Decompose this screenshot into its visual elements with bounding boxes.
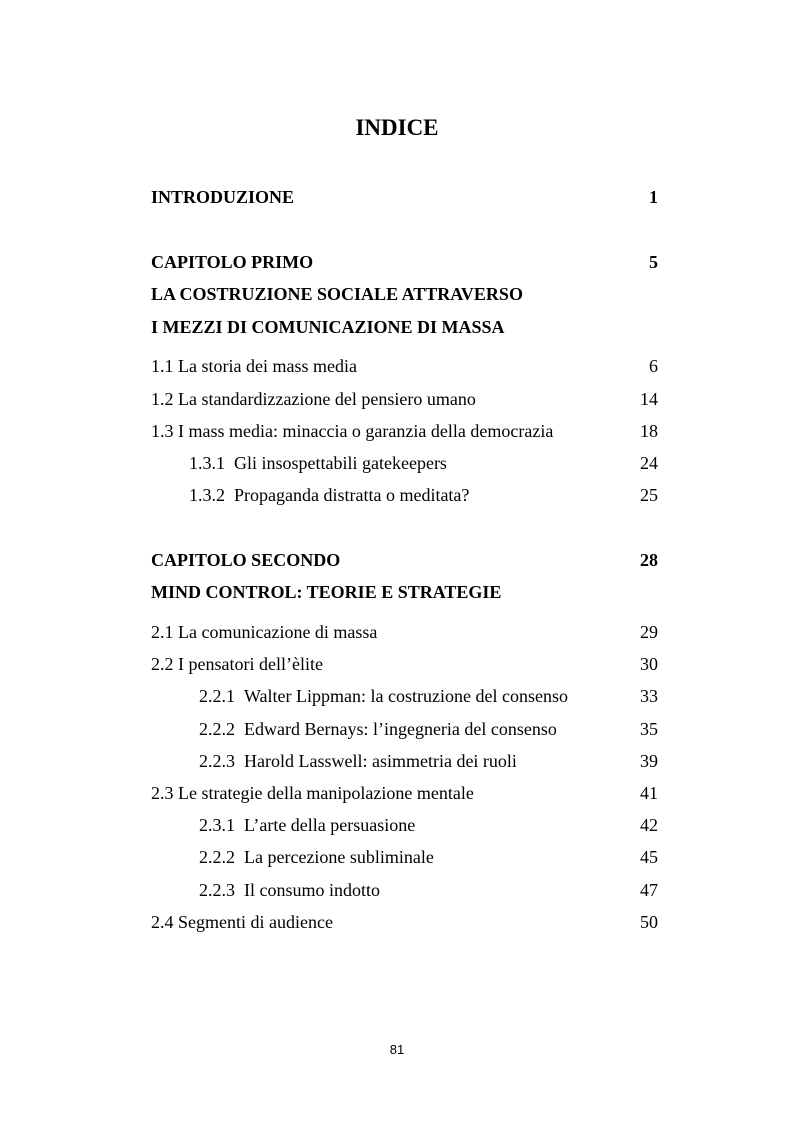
toc-entry-page: 45 bbox=[640, 847, 658, 867]
toc-entry-label: Propaganda distratta o meditata? bbox=[234, 485, 470, 505]
toc-entry[interactable] bbox=[151, 354, 658, 378]
toc-entry-page: 42 bbox=[640, 815, 658, 835]
toc-entry-number: 2.2.2 bbox=[199, 719, 235, 739]
toc-entry-label: 2.3 Le strategie della manipolazione mentale bbox=[151, 783, 474, 803]
toc-entry-label: 1.1 La storia dei mass media bbox=[151, 356, 357, 376]
toc-entry-page: 1 bbox=[649, 187, 658, 207]
toc-entry-page: 5 bbox=[649, 252, 658, 272]
toc-entry-number: 2.2.1 bbox=[199, 686, 235, 706]
toc-chapter-title-line bbox=[151, 315, 658, 339]
toc-entry-label: CAPITOLO PRIMO bbox=[151, 252, 314, 272]
toc-entry-label: 2.4 Segmenti di audience bbox=[151, 912, 333, 932]
toc-entry-page: 6 bbox=[649, 356, 658, 376]
toc-entry-number: 2.3.1 bbox=[199, 815, 235, 835]
toc-entry-page: 14 bbox=[640, 389, 658, 409]
toc-entry-capitolo-primo[interactable] bbox=[151, 250, 658, 274]
toc-entry[interactable] bbox=[151, 781, 658, 805]
toc-entry-number: 1.3.2 bbox=[189, 485, 225, 505]
toc-entry[interactable] bbox=[151, 910, 658, 934]
toc-entry-label: I MEZZI DI COMUNICAZIONE DI MASSA bbox=[151, 317, 505, 337]
toc-entry-label: Edward Bernays: l’ingegneria del consenso bbox=[244, 719, 557, 739]
toc-entry-introduzione[interactable] bbox=[151, 185, 658, 209]
toc-entry-label: CAPITOLO SECONDO bbox=[151, 550, 341, 570]
toc-entry-label: Walter Lippman: la costruzione del consenso bbox=[244, 686, 568, 706]
page-title: INDICE bbox=[355, 115, 439, 140]
toc-entry-page: 30 bbox=[640, 654, 658, 674]
toc-entry-label: L’arte della persuasione bbox=[244, 815, 416, 835]
toc-entry-label: Gli insospettabili gatekeepers bbox=[234, 453, 447, 473]
toc-entry-label: INTRODUZIONE bbox=[151, 187, 295, 207]
toc-entry-label: 1.2 La standardizzazione del pensiero umano bbox=[151, 389, 476, 409]
toc-entry-page: 29 bbox=[640, 622, 658, 642]
toc-entry-label: MIND CONTROL: TEORIE E STRATEGIE bbox=[151, 582, 502, 602]
toc-entry-page: 28 bbox=[640, 550, 658, 570]
toc-subentry[interactable] bbox=[199, 878, 658, 902]
toc-entry-page: 41 bbox=[640, 783, 658, 803]
toc-entry[interactable] bbox=[151, 620, 658, 644]
toc-entry-page: 18 bbox=[640, 421, 658, 441]
toc-subentry[interactable] bbox=[199, 813, 658, 837]
toc-chapter-title-line bbox=[151, 282, 658, 306]
toc-subentry[interactable] bbox=[199, 845, 658, 869]
toc-chapter-title-line bbox=[151, 580, 658, 604]
toc-subentry[interactable] bbox=[199, 717, 658, 741]
toc-entry-label: 2.2 I pensatori dell’èlite bbox=[151, 654, 323, 674]
toc-entry-label: LA COSTRUZIONE SOCIALE ATTRAVERSO bbox=[151, 284, 523, 304]
toc-entry-label: Harold Lasswell: asimmetria dei ruoli bbox=[244, 751, 517, 771]
toc-entry[interactable] bbox=[151, 652, 658, 676]
toc-entry-label: 2.1 La comunicazione di massa bbox=[151, 622, 378, 642]
toc-entry-label: Il consumo indotto bbox=[244, 880, 380, 900]
toc-subentry[interactable] bbox=[199, 749, 658, 773]
toc-entry-page: 35 bbox=[640, 719, 658, 739]
toc-subentry[interactable] bbox=[189, 483, 658, 507]
toc-entry[interactable] bbox=[151, 419, 658, 443]
toc-entry-number: 1.3.1 bbox=[189, 453, 225, 473]
toc-entry-capitolo-secondo[interactable] bbox=[151, 548, 658, 572]
toc-subentry[interactable] bbox=[189, 451, 658, 475]
toc-entry-number: 2.2.3 bbox=[199, 751, 235, 771]
toc-entry-page: 25 bbox=[640, 485, 658, 505]
toc-entry-label: La percezione subliminale bbox=[244, 847, 434, 867]
toc-entry-page: 50 bbox=[640, 912, 658, 932]
toc-entry-label: 1.3 I mass media: minaccia o garanzia della democrazia bbox=[151, 421, 554, 441]
toc-entry-number: 2.2.2 bbox=[199, 847, 235, 867]
toc-entry-page: 33 bbox=[640, 686, 658, 706]
toc-entry-page: 24 bbox=[640, 453, 658, 473]
toc-entry-number: 2.2.3 bbox=[199, 880, 235, 900]
toc-entry-page: 47 bbox=[640, 880, 658, 900]
toc-entry-page: 39 bbox=[640, 751, 658, 771]
toc-entry[interactable] bbox=[151, 387, 658, 411]
toc-subentry[interactable] bbox=[199, 684, 658, 708]
page-number: 81 bbox=[389, 1042, 405, 1057]
